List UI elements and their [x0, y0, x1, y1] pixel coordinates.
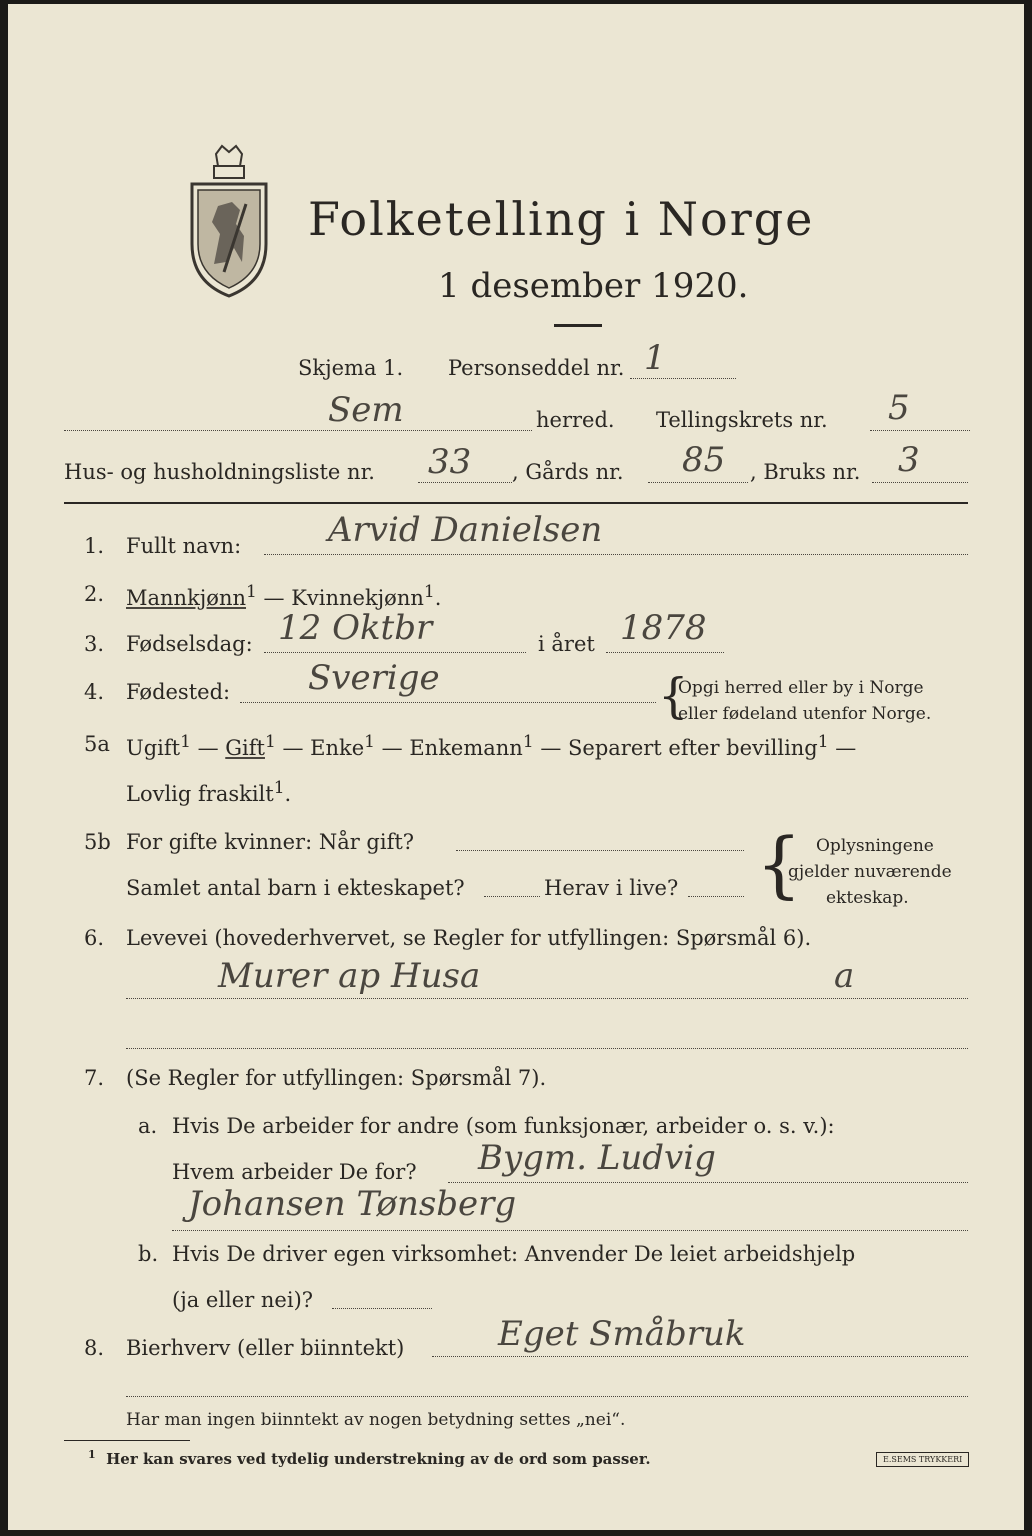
q3-year-value[interactable]: 1878 [620, 608, 707, 648]
q2-number: 2. [84, 582, 105, 606]
title-divider [554, 324, 602, 327]
q5b-label1: For gifte kvinner: Når gift? [126, 830, 415, 854]
q4-note1: Opgi herred eller by i Norge [678, 678, 924, 698]
q8-number: 8. [84, 1336, 105, 1360]
q5b-label3: Herav i live? [544, 876, 679, 900]
herred-label: herred. [536, 408, 615, 432]
q3-year-label: i året [538, 632, 595, 656]
q5b-line3 [688, 896, 744, 897]
q8-value[interactable]: Eget Småbruk [498, 1314, 746, 1354]
q5b-note3: ekteskap. [826, 888, 909, 908]
gards-line [648, 482, 748, 483]
bruks-label: , Bruks nr. [750, 460, 861, 484]
q2-options: Mannkjønn$^1$ — Kvinnekjønn$^1$. [126, 582, 442, 610]
q3-year-line [606, 652, 724, 653]
gards-value[interactable]: 85 [682, 440, 726, 480]
bruks-value[interactable]: 3 [898, 440, 920, 480]
q1-number: 1. [84, 534, 105, 558]
q6-line2 [126, 1048, 968, 1049]
herred-line [64, 430, 532, 431]
coat-of-arms-icon [184, 144, 274, 300]
q8-label: Bierhverv (eller biinntekt) [126, 1336, 405, 1360]
q7b-line [332, 1308, 432, 1309]
personseddel-label: Personseddel nr. [448, 356, 625, 380]
tellingskrets-line [870, 430, 970, 431]
q7b-number: b. [138, 1242, 159, 1266]
q5a-separert[interactable]: — Separert efter bevilling [533, 736, 818, 760]
tellingskrets-label: Tellingskrets nr. [656, 408, 828, 432]
bruks-line [872, 482, 968, 483]
q5b-line2 [484, 896, 540, 897]
q6-value[interactable]: Murer ap Husa [218, 956, 481, 996]
q1-value[interactable]: Arvid Danielsen [328, 510, 603, 550]
q5a-enkemann[interactable]: — Enkemann [374, 736, 523, 760]
q3-line [264, 652, 526, 653]
q4-brace: { [658, 668, 689, 724]
q7a-line2 [172, 1230, 968, 1231]
q3-value[interactable]: 12 Oktbr [278, 608, 433, 648]
q5b-line1 [456, 850, 744, 851]
personseddel-line [630, 378, 736, 379]
q7a-label2: Hvem arbeider De for? [172, 1160, 417, 1184]
husliste-line [418, 482, 512, 483]
q7a-label1: Hvis De arbeider for andre (som funksjonær, arbeider o. s. v.): [172, 1114, 835, 1138]
q5a-number: 5a [84, 732, 110, 756]
q5a-line2: Lovlig fraskilt$^1$. [126, 778, 292, 806]
footnote: $^1$ Her kan svares ved tydelig understrekning av de ord som passer. [88, 1448, 651, 1468]
husliste-value[interactable]: 33 [428, 442, 472, 482]
q2-sep: — [256, 586, 292, 610]
husliste-label: Hus- og husholdningsliste nr. [64, 460, 375, 484]
q7a-value2[interactable]: Johansen Tønsberg [188, 1184, 517, 1224]
q5b-label2: Samlet antal barn i ekteskapet? [126, 876, 465, 900]
q5a-enke[interactable]: — Enke [275, 736, 365, 760]
form-title: Folketelling i Norge [308, 192, 815, 246]
q7b-label1: Hvis De driver egen virksomhet: Anvender De leiet arbeidshjelp [172, 1242, 856, 1266]
q2-kvinnekjonn[interactable]: Kvinnekjønn [291, 586, 424, 610]
herred-value[interactable]: Sem [328, 390, 404, 430]
q6-line1 [126, 998, 968, 999]
schema-label: Skjema 1. [298, 356, 404, 380]
q3-number: 3. [84, 632, 105, 656]
q5b-note1: Oplysningene [816, 836, 934, 856]
printer-stamp: E.SEMS TRYKKERI [876, 1452, 969, 1467]
q5a-gift[interactable]: Gift [225, 736, 265, 760]
q5b-brace: { [756, 822, 802, 906]
q1-label: Fullt navn: [126, 534, 242, 558]
biinntekt-note: Har man ingen biinntekt av nogen betydning settes „nei“. [126, 1410, 626, 1430]
q5a-fraskilt[interactable]: Lovlig fraskilt [126, 782, 274, 806]
gards-label: , Gårds nr. [512, 460, 624, 484]
q7a-line1 [448, 1182, 968, 1183]
q7-number: 7. [84, 1066, 105, 1090]
q7-label: (Se Regler for utfyllingen: Spørsmål 7). [126, 1066, 547, 1090]
census-date: 1 desember 1920. [438, 266, 749, 306]
q7b-label2: (ja eller nei)? [172, 1288, 314, 1312]
q2-mannkjonn[interactable]: Mannkjønn [126, 586, 247, 610]
q6-label: Levevei (hovederhvervet, se Regler for utfyllingen: Spørsmål 6). [126, 926, 812, 950]
q6-number: 6. [84, 926, 105, 950]
personseddel-value[interactable]: 1 [644, 338, 666, 378]
footnote-divider [64, 1440, 190, 1441]
q8-line2 [126, 1396, 968, 1397]
census-form [8, 4, 1024, 1530]
q1-line [264, 554, 968, 555]
q5a-options: Ugift$^1$ — Gift$^1$ — Enke$^1$ — Enkemann$^1$ — Separert efter bevilling$^1$ — [126, 732, 857, 760]
q5b-note2: gjelder nuværende [788, 862, 952, 882]
q4-line [240, 702, 656, 703]
q8-line1 [432, 1356, 968, 1357]
q4-number: 4. [84, 680, 105, 704]
q4-label: Fødested: [126, 680, 231, 704]
tellingskrets-value[interactable]: 5 [888, 388, 910, 428]
q5a-ugift[interactable]: Ugift [126, 736, 181, 760]
section-divider [64, 502, 968, 504]
q4-value[interactable]: Sverige [308, 658, 440, 698]
q6-value-extra[interactable]: a [834, 956, 855, 996]
q5b-number: 5b [84, 830, 111, 854]
q3-label: Fødselsdag: [126, 632, 253, 656]
q7a-number: a. [138, 1114, 158, 1138]
q7a-value1[interactable]: Bygm. Ludvig [478, 1138, 716, 1178]
q4-note2: eller fødeland utenfor Norge. [678, 704, 932, 724]
